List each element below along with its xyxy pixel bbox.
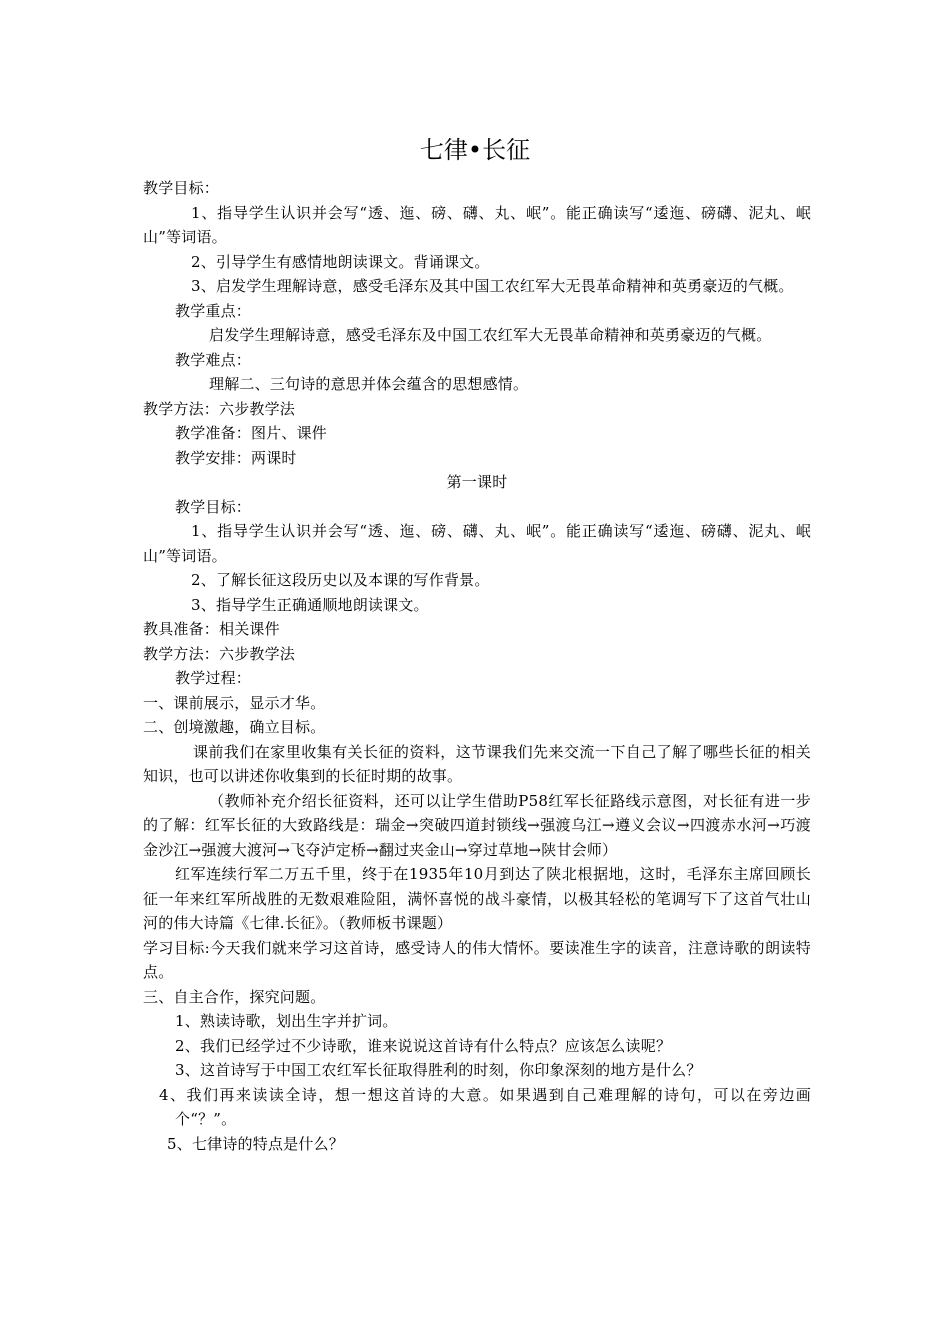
paragraph: 1、熟读诗歌，划出生字并扩词。 xyxy=(175,1012,398,1030)
paragraph: （教师补充介绍长征资料，还可以让学生借助P58红军长征路线示意图，对长征有进一步的了解：红军长征的大致路线是：瑞金→突破四道封锁线→强渡乌江→遵义会议→四渡赤水河→巧渡金沙江→强渡大渡河→飞夺泸定桥→翻过夹金山→穿过草地→陕甘会师） xyxy=(143,791,811,859)
paragraph: 1、指导学生认识并会写“透、迤、磅、礴、丸、岷”。能正确读写“逶迤、磅礴、泥丸、岷山”等词语。 xyxy=(143,522,811,565)
paragraph: 二、创境激趣，确立目标。 xyxy=(143,718,326,736)
document-title: 七律•长征 xyxy=(419,136,531,164)
paragraph: 第一课时 xyxy=(446,473,508,491)
paragraph: 教具准备：相关课件 xyxy=(143,620,280,638)
paragraph: 教学过程： xyxy=(175,669,252,687)
paragraph: 理解二、三句诗的意思并体会蕴含的思想感情。 xyxy=(209,375,529,393)
paragraph: 教学安排：两课时 xyxy=(175,448,297,467)
paragraph: 教学方法：六步教学法 xyxy=(143,644,296,663)
paragraph: 教学准备：图片、课件 xyxy=(175,424,328,442)
paragraph: 5、七律诗的特点是什么？ xyxy=(167,1134,344,1153)
paragraph: 教学难点： xyxy=(175,350,252,369)
paragraph: 三、自主合作，探究问题。 xyxy=(143,987,326,1006)
paragraph: 教学方法：六步教学法 xyxy=(143,399,296,418)
paragraph: 教学目标： xyxy=(143,179,220,197)
paragraph: 教学目标： xyxy=(175,497,252,516)
paragraph: 课前我们在家里收集有关长征的资料，这节课我们先来交流一下自己了解了哪些长征的相关知识，也可以讲述你收集到的长征时期的故事。 xyxy=(143,742,811,785)
paragraph: 3、指导学生正确通顺地朗读课文。 xyxy=(191,595,429,614)
paragraph: 一、课前展示，显示才华。 xyxy=(143,693,326,712)
paragraph: 2、引导学生有感情地朗读课文。背诵课文。 xyxy=(191,252,490,271)
paragraph: 1、指导学生认识并会写“透、迤、磅、礴、丸、岷”。能正确读写“逶迤、磅礴、泥丸、岷山”等词语。 xyxy=(143,203,811,246)
paragraph: 教学重点： xyxy=(175,301,252,320)
paragraph: 2、我们已经学过不少诗歌，谁来说说这首诗有什么特点？应该怎么读呢？ xyxy=(175,1036,672,1055)
paragraph: 3、启发学生理解诗意，感受毛泽东及其中国工农红军大无畏革命精神和英勇豪迈的气概。 xyxy=(191,277,794,295)
paragraph: 启发学生理解诗意，感受毛泽东及中国工农红军大无畏革命精神和英勇豪迈的气概。 xyxy=(209,326,772,344)
paragraph: 学习目标:今天我们就来学习这首诗，感受诗人的伟大情怀。要读准生字的读音，注意诗歌的朗读特点。 xyxy=(143,938,811,981)
paragraph: 红军连续行军二万五千里，终于在1935年10月到达了陕北根据地，这时，毛泽东主席回顾长征一年来红军所战胜的无数艰难险阻，满怀喜悦的战斗豪情，以极其轻松的笔调写下了这首气壮山河的伟大诗篇《七律.长征》。（教师板书课题） xyxy=(143,865,811,932)
paragraph: 2、了解长征这段历史以及本课的写作背景。 xyxy=(191,571,490,589)
document-body xyxy=(143,176,811,1156)
paragraph: 4、我们再来读读全诗，想一想这首诗的大意。如果遇到自己难理解的诗句，可以在旁边画个“？”。 xyxy=(159,1085,811,1128)
paragraph: 3、这首诗写于中国工农红军长征取得胜利的时刻，你印象深刻的地方是什么？ xyxy=(175,1061,702,1079)
